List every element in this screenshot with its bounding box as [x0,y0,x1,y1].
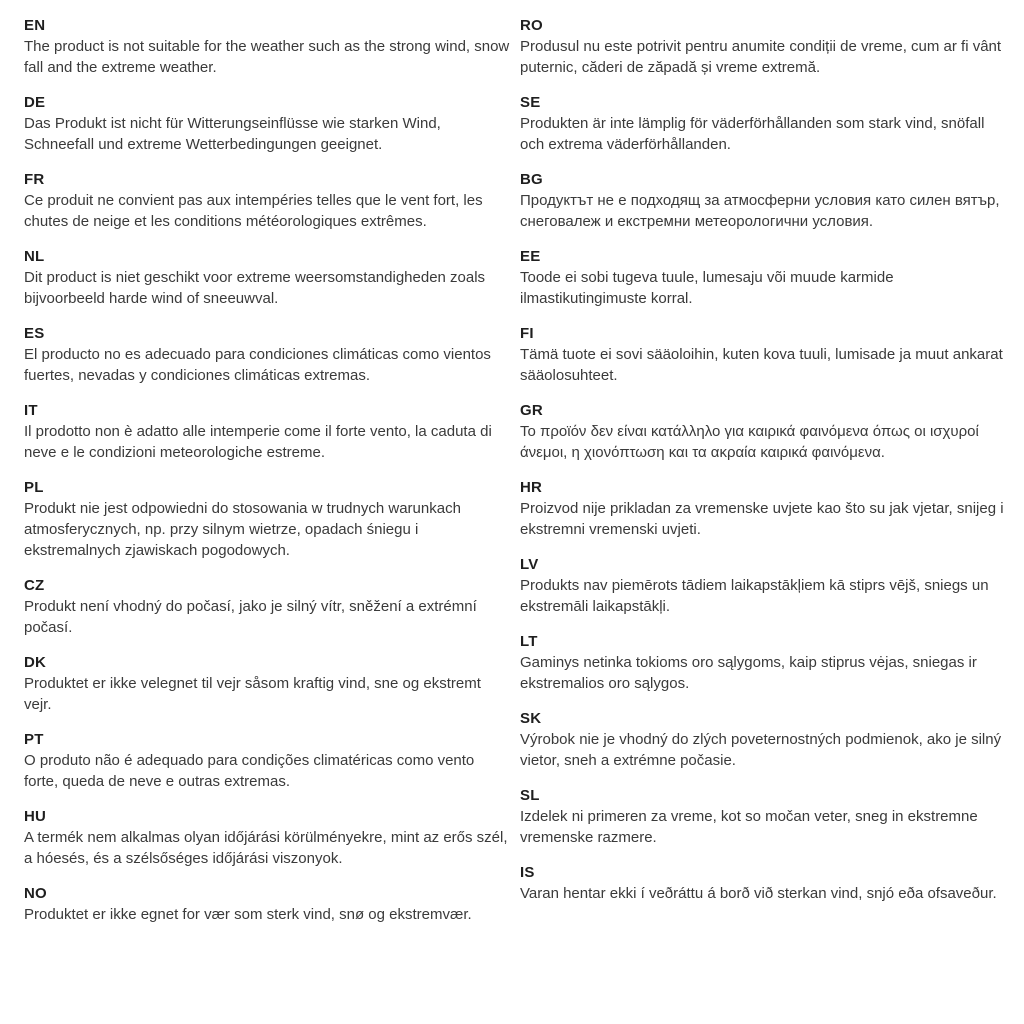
warning-text: Produkts nav piemērots tādiem laikapstākļiem kā stiprs vējš, sniegs un ekstremāli laikapstākļi. [520,577,989,615]
language-entry [520,785,1006,848]
language-code-label: IS [520,864,535,881]
language-code-label: GR [520,402,543,419]
language-code-label: DK [24,654,47,671]
language-code-label: FI [520,325,534,342]
language-code-label: LT [520,633,538,650]
warning-text: Izdelek ni primeren za vreme, kot so močan veter, sneg in ekstremne vremenske razmere. [520,808,978,846]
language-entry [24,652,510,715]
warning-text: Výrobok nie je vhodný do zlých poveternostných podmienok, ako je silný vietor, sneh a extrémne počasie. [520,731,1002,769]
warning-text: O produto não é adequado para condições climatéricas como vento forte, queda de neve e outras extremas. [24,752,475,790]
language-code-label: CZ [24,577,45,594]
language-entry [24,729,510,792]
warning-text: Produktet er ikke egnet for vær som sterk vind, snø og ekstremvær. [24,906,472,923]
warning-text: A termék nem alkalmas olyan időjárási körülményekre, mint az erős szél, a hóesés, és a szélsőséges időjárási viszonyok. [24,829,508,867]
language-entry [24,477,510,561]
warning-text: Dit product is niet geschikt voor extreme weersomstandigheden zoals bijvoorbeeld harde wind of sneeuwval. [24,269,486,307]
language-code-label: DE [24,94,46,111]
language-code-label: FR [24,171,45,188]
language-entry [520,169,1006,232]
warning-text: Produkten är inte lämplig för väderförhållanden som stark vind, snöfall och extrema väderförhållanden. [520,115,985,153]
language-entry [24,323,510,386]
warning-text: Proizvod nije prikladan za vremenske uvjete kao što su jak vjetar, snijeg i ekstremni vremenski uvjeti. [520,500,1004,538]
language-entry [24,400,510,463]
language-entry [24,92,510,155]
warning-text: Gaminys netinka tokioms oro sąlygoms, kaip stiprus vėjas, sniegas ir ekstremalios oro sąlygos. [520,654,977,692]
language-code-label: SE [520,94,541,111]
warning-text: Produsul nu este potrivit pentru anumite condiții de vreme, cum ar fi vânt puternic, căderi de zăpadă și vreme extremă. [520,38,1002,76]
warning-text: Ce produit ne convient pas aux intempéries telles que le vent fort, les chutes de neige et les conditions météorologiques extrêmes. [24,192,483,230]
warning-text: El producto no es adecuado para condiciones climáticas como vientos fuertes, nevadas y condiciones climáticas extremas. [24,346,491,384]
language-code-label: HU [24,808,47,825]
language-code-label: BG [520,171,543,188]
language-code-label: EE [520,248,541,265]
language-entry [520,15,1006,78]
warning-text: Produkt nie jest odpowiedni do stosowania w trudnych warunkach atmosferycznych, np. przy silnym wietrze, opadach śniegu i ekstremalnych zjawiskach pogodowych. [24,500,461,559]
language-entry [520,708,1006,771]
language-code-label: IT [24,402,38,419]
right-column [520,15,1006,1024]
language-entry [520,400,1006,463]
language-entry [24,169,510,232]
language-code-label: SL [520,787,540,804]
warning-text: Tämä tuote ei sovi sääoloihin, kuten kova tuuli, lumisade ja muut ankarat sääolosuhteet. [520,346,1003,384]
warning-text: Varan hentar ekki í veðráttu á borð við sterkan vind, snjó eða ofsaveður. [520,885,997,902]
language-code-label: RO [520,17,543,34]
language-code-label: PL [24,479,44,496]
language-entry [520,631,1006,694]
language-entry [520,554,1006,617]
warning-text: The product is not suitable for the weather such as the strong wind, snow fall and the extreme weather. [24,38,510,76]
language-code-label: HR [520,479,543,496]
warning-text: Das Produkt ist nicht für Witterungseinflüsse wie starken Wind, Schneefall und extreme Wetterbedingungen geeignet. [24,115,441,153]
language-code-label: NO [24,885,47,902]
warning-text: Продуктът не е подходящ за атмосферни условия като силен вятър, снеговалеж и екстремни метеорологични условия. [520,192,1000,230]
language-entry [24,806,510,869]
warning-text: Produktet er ikke velegnet til vejr såsom kraftig vind, sne og ekstremt vejr. [24,675,481,713]
language-entry [24,575,510,638]
language-code-label: SK [520,710,542,727]
warning-text: Το προϊόν δεν είναι κατάλληλο για καιρικά φαινόμενα όπως οι ισχυροί άνεμοι, η χιονόπτωση και τα ακραία καιρικά φαινόμενα. [520,423,979,461]
language-entry [520,862,1006,904]
language-code-label: LV [520,556,539,573]
language-entry [24,883,510,925]
language-entry [520,477,1006,540]
language-code-label: PT [24,731,44,748]
language-code-label: NL [24,248,45,265]
language-code-label: ES [24,325,45,342]
left-column [24,15,510,1024]
warning-text: Toode ei sobi tugeva tuule, lumesaju või muude karmide ilmastikutingimuste korral. [520,269,894,307]
language-entry [24,15,510,78]
warning-text: Il prodotto non è adatto alle intemperie come il forte vento, la caduta di neve e le condizioni meteorologiche estreme. [24,423,492,461]
language-code-label: EN [24,17,46,34]
language-entry [520,246,1006,309]
warning-text: Produkt není vhodný do počasí, jako je silný vítr, sněžení a extrémní počasí. [24,598,477,636]
language-entry [520,92,1006,155]
language-entry [520,323,1006,386]
language-entry [24,246,510,309]
